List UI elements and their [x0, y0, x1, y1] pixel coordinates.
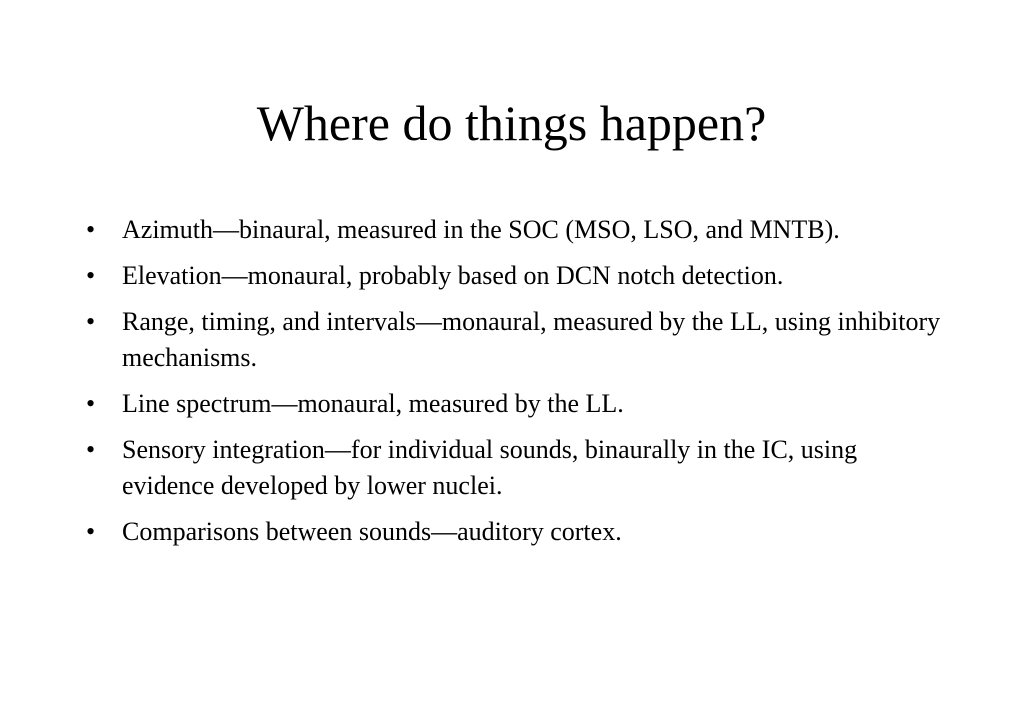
bullet-icon: •: [86, 435, 96, 464]
bullet-text: Elevation—monaural, probably based on DCN notch detection.: [122, 261, 784, 290]
bullet-list: [86, 212, 946, 560]
bullet-icon: •: [86, 307, 96, 336]
bullet-icon: •: [86, 261, 96, 290]
bullet-item-comparisons: [86, 514, 946, 550]
bullet-icon: •: [86, 215, 96, 244]
bullet-text: Comparisons between sounds—auditory cortex.: [122, 517, 622, 546]
bullet-item-sensory-integration: [86, 432, 946, 504]
bullet-item-elevation: [86, 258, 946, 294]
bullet-text: Line spectrum—monaural, measured by the LL.: [122, 389, 624, 418]
bullet-item-line-spectrum: [86, 386, 946, 422]
bullet-item-azimuth: [86, 212, 946, 248]
bullet-icon: •: [86, 389, 96, 418]
bullet-item-range: [86, 304, 946, 376]
slide-title: Where do things happen?: [256, 95, 767, 151]
bullet-text: Sensory integration—for individual sounds, binaurally in the IC, using evidence developed by lower nuclei.: [122, 435, 858, 500]
bullet-text: Range, timing, and intervals—monaural, measured by the LL, using inhibitory mechanisms.: [122, 307, 941, 372]
bullet-text: Azimuth—binaural, measured in the SOC (MSO, LSO, and MNTB).: [122, 215, 840, 244]
bullet-icon: •: [86, 517, 96, 546]
